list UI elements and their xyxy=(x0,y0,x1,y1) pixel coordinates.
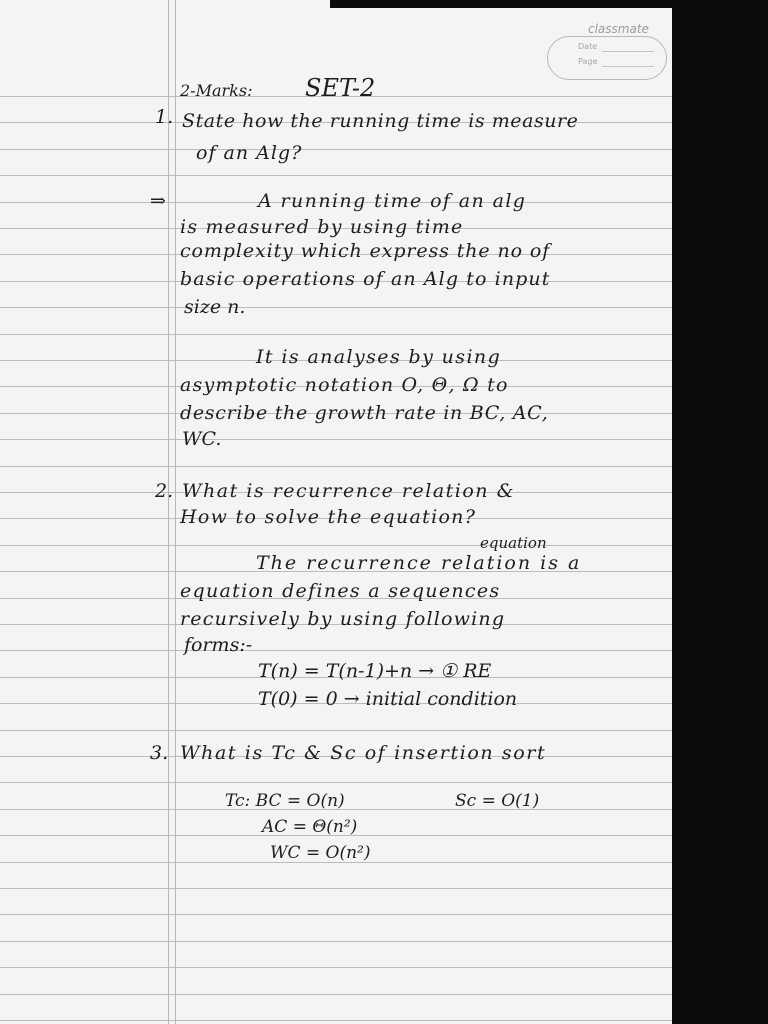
ruled-line xyxy=(0,650,672,651)
answer-line: The recurrence relation is a xyxy=(256,552,582,574)
answer-line: WC = O(n²) xyxy=(270,843,371,863)
question-number: 1. xyxy=(155,106,174,128)
ruled-line xyxy=(0,466,672,467)
answer-line: A running time of an alg xyxy=(258,190,527,212)
answer-line: forms:- xyxy=(184,634,253,656)
answer-line: AC = Θ(n²) xyxy=(262,817,358,837)
question-text: of an Alg? xyxy=(196,142,303,164)
answer-line: WC. xyxy=(182,428,222,450)
ruled-line xyxy=(0,175,672,176)
question-text: How to solve the equation? xyxy=(180,506,477,528)
answer-arrow: ⇒ xyxy=(150,190,166,212)
date-page-box xyxy=(547,36,667,80)
answer-line: asymptotic notation O, Θ, Ω to xyxy=(180,374,509,396)
page-label: Page xyxy=(578,57,598,66)
ruled-line xyxy=(0,967,672,968)
ruled-line xyxy=(0,888,672,889)
answer-line: basic operations of an Alg to input xyxy=(180,268,551,290)
ruled-line xyxy=(0,941,672,942)
set-title: SET-2 xyxy=(305,74,376,102)
ruled-line xyxy=(0,914,672,915)
date-label: Date xyxy=(578,42,598,51)
answer-line: describe the growth rate in BC, AC, xyxy=(180,402,549,424)
page-line xyxy=(602,66,654,67)
ruled-line xyxy=(0,545,672,546)
answer-line: Tc: BC = O(n) xyxy=(225,791,345,811)
ruled-line xyxy=(0,994,672,995)
formula-line: T(0) = 0 → initial condition xyxy=(258,688,518,710)
formula-line: T(n) = T(n-1)+n → ① RE xyxy=(258,660,492,682)
ruled-line xyxy=(0,439,672,440)
ruled-line xyxy=(0,307,672,308)
background-edge xyxy=(672,0,768,1024)
ruled-line xyxy=(0,730,672,731)
date-line xyxy=(602,51,654,52)
margin-line xyxy=(175,0,176,1024)
answer-line: Sc = O(1) xyxy=(455,791,540,811)
marks-heading: 2-Marks: xyxy=(180,81,253,100)
answer-line: size n. xyxy=(184,296,246,318)
background-edge xyxy=(330,0,672,8)
question-text: State how the running time is measure xyxy=(182,110,579,132)
question-number: 2. xyxy=(155,480,174,502)
question-text: What is Tc & Sc of insertion sort xyxy=(180,742,547,764)
ruled-line xyxy=(0,1020,672,1021)
ruled-line xyxy=(0,782,672,783)
brand-logo: classmate xyxy=(588,22,649,36)
question-number: 3. xyxy=(150,742,169,764)
answer-line: equation defines a sequences xyxy=(180,580,501,602)
answer-line: recursively by using following xyxy=(180,608,506,630)
question-text: What is recurrence relation & xyxy=(182,480,515,502)
answer-insert: equation xyxy=(480,534,547,552)
answer-line: is measured by using time xyxy=(180,216,464,238)
ruled-line xyxy=(0,149,672,150)
ruled-line xyxy=(0,334,672,335)
answer-line: complexity which express the no of xyxy=(180,240,551,262)
answer-line: It is analyses by using xyxy=(256,346,502,368)
margin-line xyxy=(168,0,169,1024)
